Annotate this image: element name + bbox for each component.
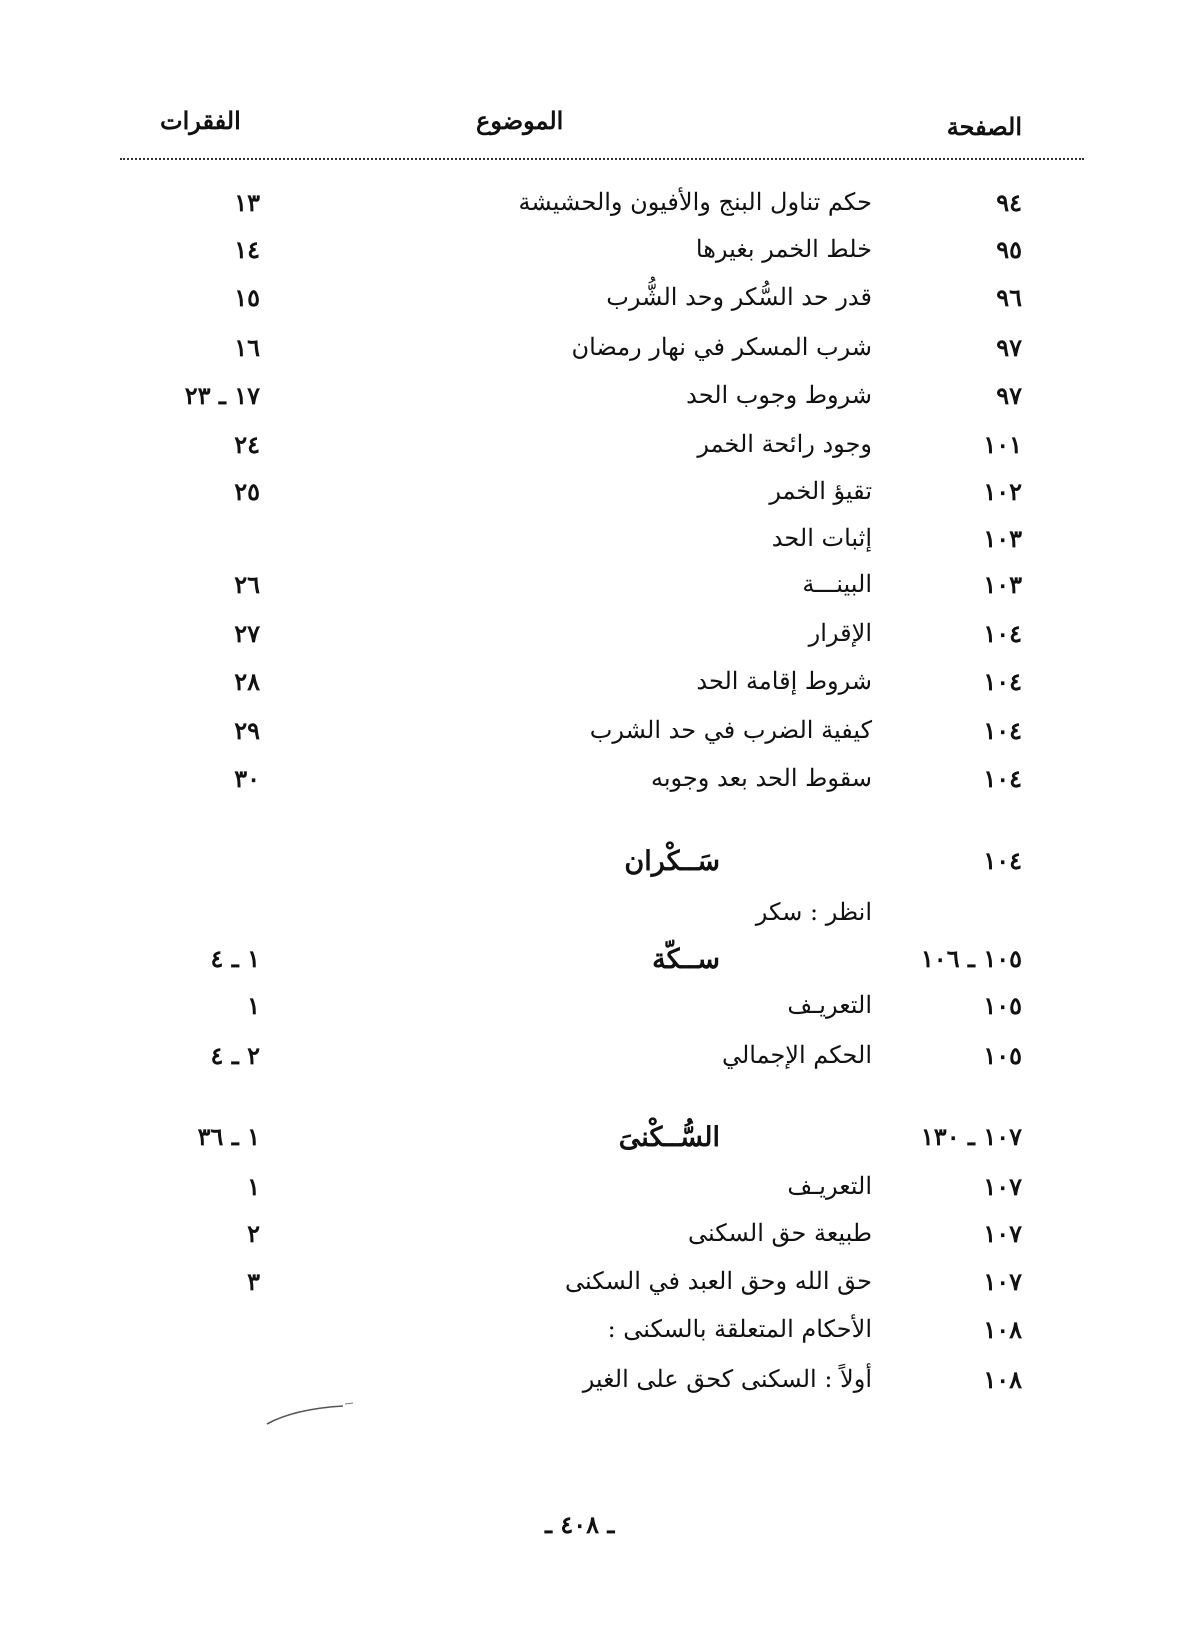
row-paragraphs: ٢٥ bbox=[234, 477, 260, 506]
row-page-number: ١٠٨ bbox=[983, 1365, 1022, 1394]
row-paragraphs: ١ bbox=[247, 991, 260, 1020]
row-topic: قدر حد السُّكر وحد الشُّرب bbox=[606, 283, 872, 311]
row-paragraphs: ٢ bbox=[247, 1219, 260, 1248]
table-row bbox=[0, 667, 1190, 713]
table-row bbox=[0, 991, 1190, 1037]
row-page-number: ١٠٤ bbox=[983, 846, 1022, 875]
row-paragraphs: ٢٤ bbox=[234, 430, 260, 459]
table-row bbox=[0, 1315, 1190, 1361]
row-page-number: ١٠٧ ـ ١٣٠ bbox=[920, 1122, 1022, 1151]
row-page-number: ١٠٨ bbox=[983, 1315, 1022, 1344]
row-page-number: ١٠٢ bbox=[983, 477, 1022, 506]
table-row bbox=[0, 283, 1190, 329]
table-row bbox=[0, 381, 1190, 427]
topic-column-header: الموضوع bbox=[476, 106, 564, 135]
row-page-number: ٩٥ bbox=[996, 235, 1022, 264]
table-row bbox=[0, 188, 1190, 234]
row-topic: إثبات الحد bbox=[771, 524, 872, 552]
row-page-number: ١٠٤ bbox=[983, 764, 1022, 793]
row-paragraphs: ١٦ bbox=[234, 333, 260, 362]
table-row bbox=[0, 1041, 1190, 1087]
row-topic: حكم تناول البنج والأفيون والحشيشة bbox=[518, 188, 872, 216]
row-page-number: ٩٦ bbox=[996, 283, 1022, 312]
row-paragraphs: ٢٧ bbox=[234, 619, 260, 648]
table-row bbox=[0, 898, 1190, 944]
table-row bbox=[0, 1172, 1190, 1218]
row-topic: حق الله وحق العبد في السكنى bbox=[565, 1267, 872, 1295]
pen-stroke-mark bbox=[265, 1400, 355, 1430]
page-column-header: الصفحة bbox=[946, 112, 1022, 141]
row-page-number: ١٠٤ bbox=[983, 667, 1022, 696]
row-paragraphs: ٣ bbox=[247, 1267, 260, 1296]
table-row bbox=[0, 619, 1190, 665]
row-topic: كيفية الضرب في حد الشرب bbox=[589, 716, 872, 744]
table-row bbox=[0, 477, 1190, 523]
row-page-number: ٩٧ bbox=[996, 381, 1022, 410]
row-topic: طبيعة حق السكنى bbox=[687, 1219, 872, 1247]
row-paragraphs: ١٧ ـ ٢٣ bbox=[184, 381, 260, 410]
row-page-number: ١٠٥ bbox=[983, 991, 1022, 1020]
table-row bbox=[0, 570, 1190, 616]
row-page-number: ١٠١ bbox=[983, 430, 1022, 459]
row-topic-heading: ســكّة bbox=[652, 944, 720, 975]
row-topic: وجود رائحة الخمر bbox=[697, 430, 872, 458]
row-topic: الأحكام المتعلقة بالسكنى : bbox=[607, 1315, 872, 1343]
table-row bbox=[0, 1267, 1190, 1313]
row-paragraphs: ٢٦ bbox=[234, 570, 260, 599]
row-page-number: ١٠٤ bbox=[983, 619, 1022, 648]
row-topic: انظر : سكر bbox=[755, 898, 872, 926]
row-paragraphs: ٢٨ bbox=[234, 667, 260, 696]
row-page-number: ١٠٤ bbox=[983, 716, 1022, 745]
row-page-number: ١٠٧ bbox=[983, 1219, 1022, 1248]
table-row bbox=[0, 1219, 1190, 1265]
row-topic: سقوط الحد بعد وجوبه bbox=[650, 764, 872, 792]
table-row bbox=[0, 430, 1190, 476]
table-row bbox=[0, 944, 1190, 990]
table-row bbox=[0, 524, 1190, 570]
row-page-number: ١٠٥ ـ ١٠٦ bbox=[920, 944, 1022, 973]
paragraphs-column-header: الفقرات bbox=[160, 106, 241, 135]
table-row bbox=[0, 1122, 1190, 1168]
row-topic-heading: سَــكْران bbox=[624, 846, 720, 877]
row-topic: الإقرار bbox=[808, 619, 872, 647]
table-row bbox=[0, 846, 1190, 892]
row-paragraphs: ١٤ bbox=[234, 235, 260, 264]
row-paragraphs: ١ bbox=[247, 1172, 260, 1201]
row-page-number: ١٠٣ bbox=[983, 570, 1022, 599]
row-topic: تقيؤ الخمر bbox=[769, 477, 872, 505]
row-paragraphs: ١ ـ ٤ bbox=[210, 944, 260, 973]
row-paragraphs: ١٣ bbox=[234, 188, 260, 217]
row-topic: شرب المسكر في نهار رمضان bbox=[571, 333, 872, 361]
row-paragraphs: ٢ ـ ٤ bbox=[210, 1041, 260, 1070]
row-paragraphs: ١ ـ ٣٦ bbox=[197, 1122, 260, 1151]
table-row bbox=[0, 235, 1190, 281]
row-paragraphs: ٣٠ bbox=[234, 764, 260, 793]
row-topic: التعريـف bbox=[787, 1172, 872, 1200]
page-number-footer: ـ ٤٠٨ ـ bbox=[545, 1510, 615, 1539]
row-topic-heading: السُّــكْنىَ bbox=[618, 1122, 720, 1153]
row-topic: أولاً : السكنى كحق على الغير bbox=[582, 1365, 872, 1393]
table-row bbox=[0, 1365, 1190, 1411]
row-topic: التعريـف bbox=[787, 991, 872, 1019]
row-topic: البينـــة bbox=[802, 570, 872, 598]
row-topic: شروط وجوب الحد bbox=[686, 381, 872, 409]
row-paragraphs: ١٥ bbox=[234, 283, 260, 312]
table-row bbox=[0, 333, 1190, 379]
row-page-number: ١٠٧ bbox=[983, 1172, 1022, 1201]
row-page-number: ٩٧ bbox=[996, 333, 1022, 362]
row-topic: شروط إقامة الحد bbox=[696, 667, 872, 695]
row-page-number: ١٠٣ bbox=[983, 524, 1022, 553]
row-topic: الحكم الإجمالي bbox=[721, 1041, 872, 1069]
row-page-number: ١٠٥ bbox=[983, 1041, 1022, 1070]
row-paragraphs: ٢٩ bbox=[234, 716, 260, 745]
row-page-number: ١٠٧ bbox=[983, 1267, 1022, 1296]
table-row bbox=[0, 764, 1190, 810]
row-page-number: ٩٤ bbox=[996, 188, 1022, 217]
table-row bbox=[0, 716, 1190, 762]
row-topic: خلط الخمر بغيرها bbox=[695, 235, 872, 263]
